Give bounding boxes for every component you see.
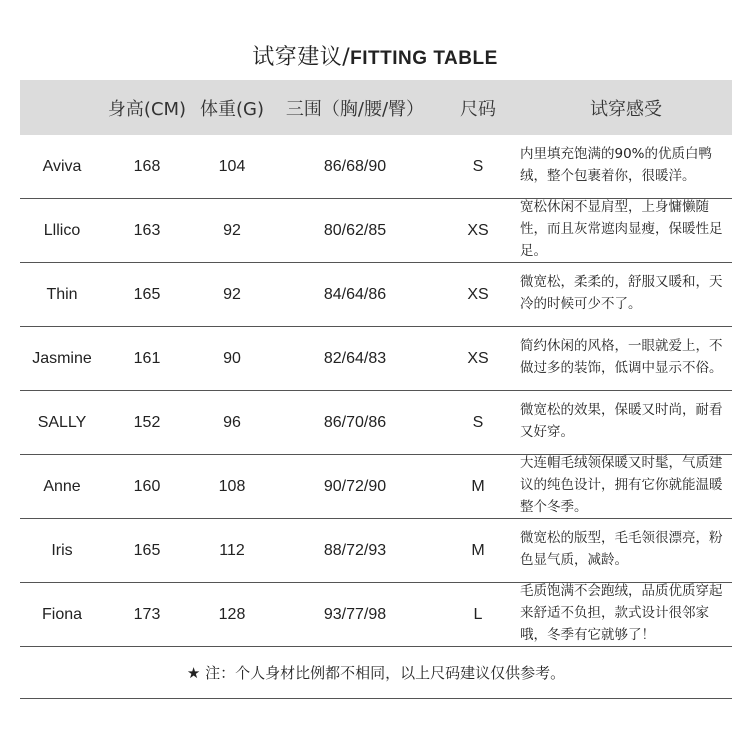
cell-measurements: 80/62/85	[323, 221, 387, 239]
feedback-text: 毛质饱满不会跑绒，品质优质穿起来舒适不负担，款式设计很邻家哦，冬季有它就够了！	[520, 583, 723, 643]
table-row	[20, 455, 732, 519]
table-row	[20, 327, 732, 391]
cell-weight: 128	[218, 605, 246, 623]
table-row	[20, 263, 732, 327]
table-row	[20, 583, 732, 647]
cell-weight: 92	[223, 285, 241, 303]
header-measurements: 三围（胸/腰/臀）	[285, 98, 425, 120]
feedback-text: 内里填充饱满的90%的优质白鸭绒，整个包裹着你，很暖洋。	[520, 146, 713, 184]
cell-size: XS	[467, 285, 489, 303]
table-row	[20, 199, 732, 263]
header-feedback: 试穿感受	[590, 98, 662, 120]
table-header	[20, 80, 732, 135]
cell-measurements: 86/70/86	[323, 413, 387, 431]
cell-size: M	[471, 541, 485, 559]
cell-feedback	[520, 198, 732, 261]
feedback-text: 宽松休闲不显肩型，上身慵懒随性，而且灰常遮肉显瘦，保暖性足足。	[520, 199, 723, 259]
cell-feedback	[520, 390, 732, 453]
cell-name: Thin	[46, 285, 78, 303]
feedback-text: 微宽松的版型，毛毛领很漂亮，粉色显气质，减龄。	[520, 530, 723, 568]
cell-weight: 112	[219, 541, 245, 559]
cell-size: XS	[467, 221, 489, 239]
table-row	[20, 135, 732, 199]
cell-name: Lllico	[43, 221, 81, 239]
cell-height: 173	[133, 605, 161, 623]
header-height: 身高(CM)	[107, 98, 187, 120]
footnote: ★ 注：个人身材比例都不相同，以上尺码建议仅供参考。	[20, 648, 732, 699]
header-size: 尺码	[460, 98, 496, 120]
cell-measurements: 93/77/98	[323, 605, 387, 623]
cell-weight: 108	[218, 477, 246, 495]
table-row	[20, 519, 732, 583]
cell-measurements: 82/64/83	[323, 349, 387, 367]
cell-feedback	[520, 326, 732, 389]
cell-height: 168	[133, 157, 161, 175]
feedback-text: 大连帽毛绒领保暖又时髦，气质建议的纯色设计，拥有它你就能温暖整个冬季。	[520, 455, 723, 515]
feedback-text: 简约休闲的风格，一眼就爱上，不做过多的装饰，低调中显示不俗。	[520, 338, 723, 376]
table-row	[20, 391, 732, 455]
cell-name: Iris	[51, 541, 73, 559]
page-title	[0, 40, 750, 71]
feedback-text: 微宽松的效果，保暖又时尚，耐看又好穿。	[520, 402, 723, 440]
header-weight: 体重(G)	[200, 98, 264, 120]
cell-measurements: 84/64/86	[323, 285, 387, 303]
cell-feedback	[520, 262, 732, 325]
cell-feedback	[520, 454, 732, 517]
cell-name: SALLY	[37, 413, 87, 431]
cell-weight: 96	[223, 413, 241, 431]
cell-weight: 92	[223, 221, 241, 239]
cell-feedback	[520, 518, 732, 581]
cell-measurements: 88/72/93	[323, 541, 387, 559]
cell-name: Aviva	[42, 157, 82, 175]
cell-size: S	[472, 413, 484, 431]
cell-size: L	[473, 605, 483, 623]
cell-feedback	[520, 582, 732, 645]
cell-size: XS	[467, 349, 489, 367]
cell-name: Fiona	[41, 605, 83, 623]
cell-height: 160	[133, 477, 161, 495]
cell-weight: 104	[218, 157, 246, 175]
cell-size: S	[472, 157, 484, 175]
cell-height: 163	[133, 221, 161, 239]
cell-measurements: 86/68/90	[323, 157, 387, 175]
fitting-table	[20, 80, 732, 647]
cell-name: Jasmine	[32, 349, 92, 367]
cell-height: 161	[133, 349, 161, 367]
cell-weight: 90	[223, 349, 241, 367]
cell-feedback	[520, 134, 732, 197]
cell-name: Anne	[43, 477, 81, 495]
cell-measurements: 90/72/90	[323, 477, 387, 495]
title-cn: 试穿建议/	[252, 45, 351, 70]
cell-size: M	[471, 477, 485, 495]
title-en: FITTING TABLE	[350, 48, 498, 69]
cell-height: 152	[133, 413, 161, 431]
feedback-text: 微宽松，柔柔的，舒服又暖和，天冷的时候可少不了。	[520, 274, 723, 312]
cell-height: 165	[133, 541, 161, 559]
cell-height: 165	[133, 285, 161, 303]
